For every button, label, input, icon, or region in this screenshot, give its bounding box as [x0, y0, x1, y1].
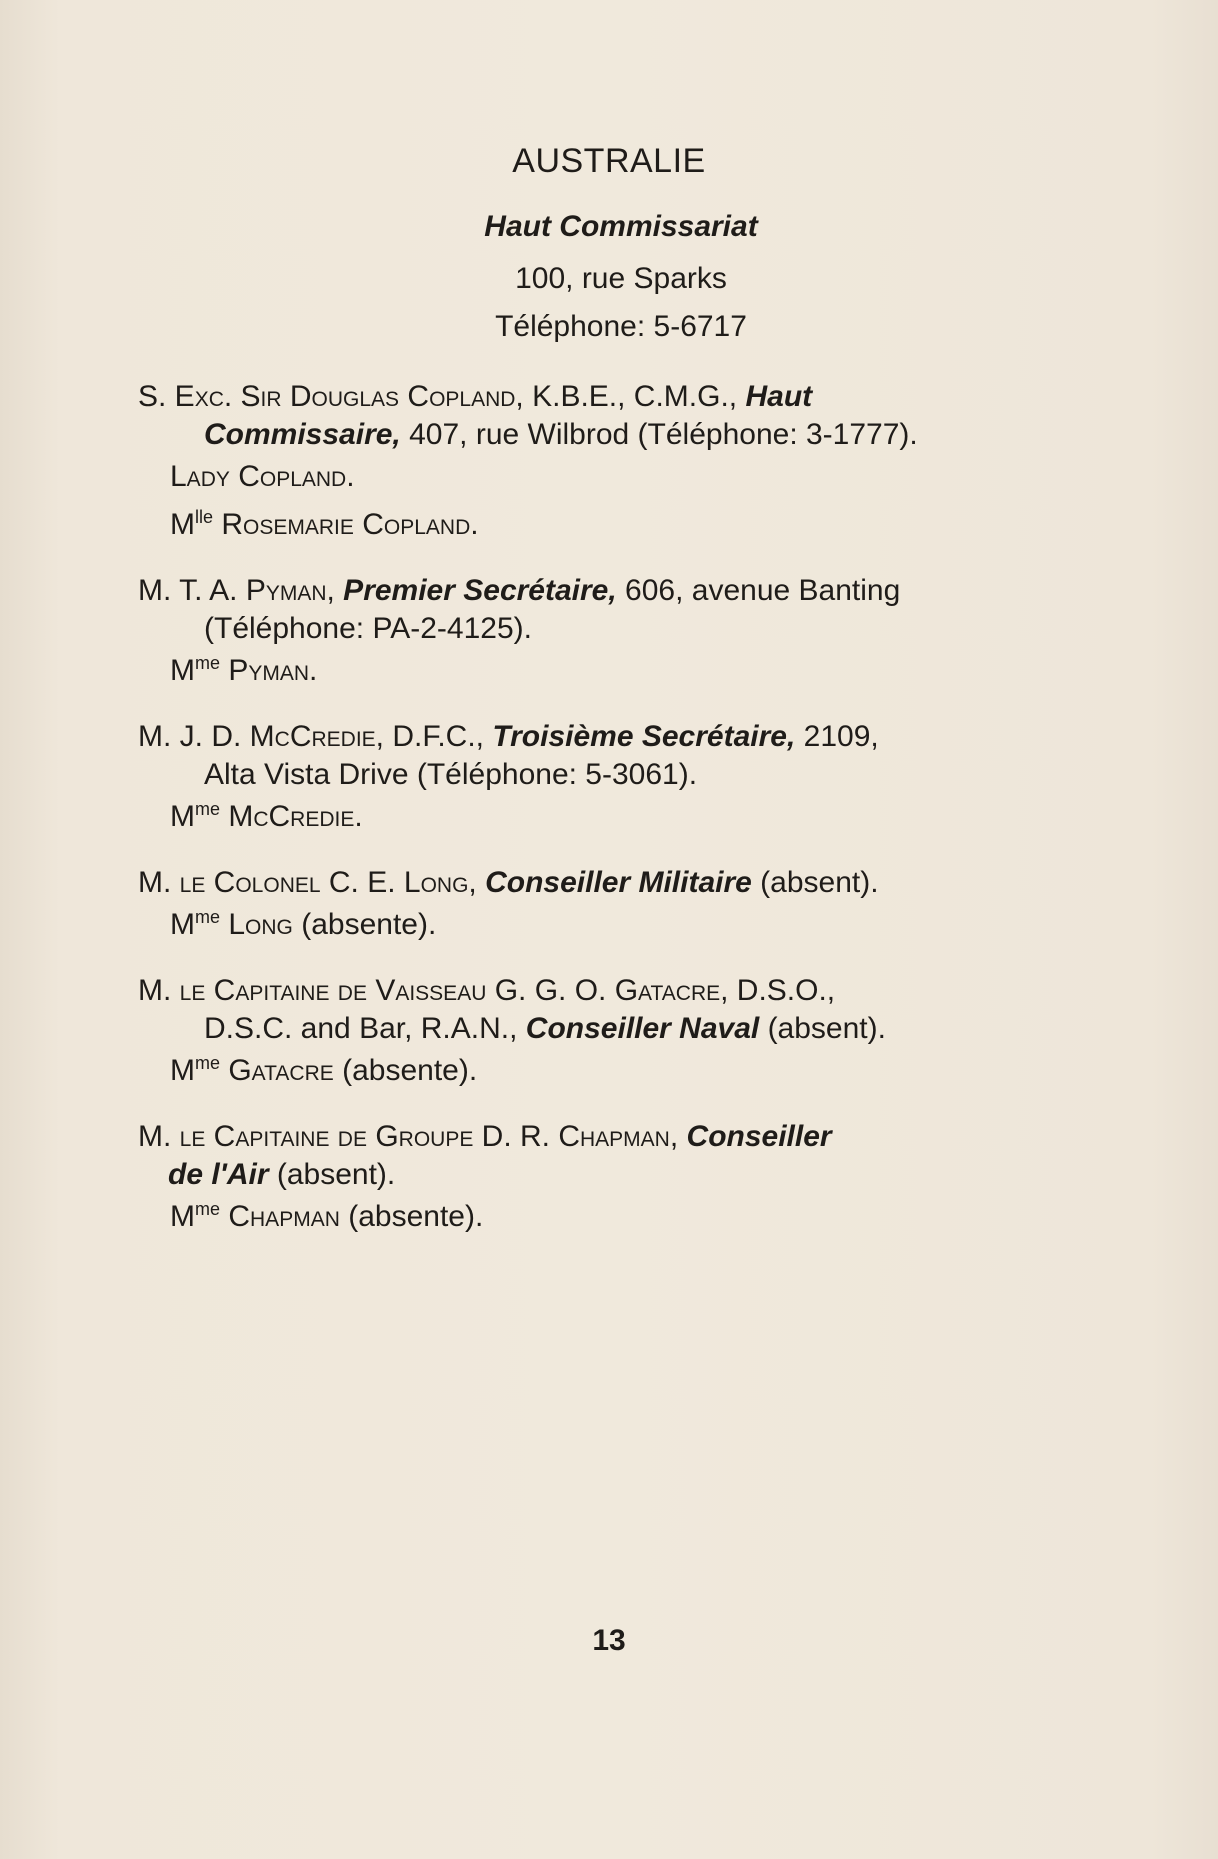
- staff-entry: [138, 378, 1058, 544]
- status-note: (absente).: [333, 1054, 478, 1087]
- honorific: M: [170, 908, 195, 941]
- position-title: Conseiller: [678, 1120, 832, 1153]
- office-address: 100, rue Sparks: [515, 262, 727, 295]
- office-title: Haut Commissariat: [484, 210, 758, 243]
- person-name: M. le Colonel C. E. Long,: [138, 866, 477, 899]
- page-number: 13: [592, 1624, 626, 1657]
- entry-line: [138, 416, 1058, 454]
- staff-entry: [138, 864, 1058, 944]
- spouse-line: [138, 1198, 1058, 1236]
- spouse-name: Gatacre: [220, 1054, 334, 1087]
- staff-entry: [138, 572, 1058, 690]
- position-title: Premier Secrétaire,: [334, 574, 617, 607]
- address-text: 606, avenue Banting: [616, 574, 901, 607]
- entry-line: [138, 1156, 1058, 1194]
- honorific: M: [170, 508, 195, 541]
- entry-line: [138, 718, 1058, 756]
- person-name: M. le Capitaine de Groupe D. R. Chapman,: [138, 1120, 679, 1153]
- position-title: Conseiller Naval: [525, 1012, 760, 1045]
- honours: D.S.C. and Bar, R.A.N.,: [204, 1012, 526, 1045]
- entry-line: [138, 972, 1058, 1010]
- address-text: Alta Vista Drive (Téléphone: 5-3061).: [204, 758, 698, 791]
- honorific: M: [170, 654, 195, 687]
- status-note: (absent).: [759, 1012, 886, 1045]
- position-title: Commissaire,: [204, 418, 401, 451]
- honorific-sup: me: [195, 653, 221, 673]
- honorific-sup: me: [195, 1053, 221, 1073]
- honorific: M: [170, 1054, 195, 1087]
- entry-line: [138, 864, 1058, 902]
- staff-entry: [138, 718, 1058, 836]
- person-name: S. Exc. Sir Douglas Copland,: [138, 380, 524, 413]
- spouse-line: [138, 798, 1058, 836]
- person-name: M. J. D. McCredie,: [138, 720, 384, 753]
- office-phone: Téléphone: 5-6717: [495, 310, 747, 343]
- entry-line: [138, 1118, 1058, 1156]
- address-text: (Téléphone: PA-2-4125).: [204, 612, 532, 645]
- spouse-name: Pyman.: [220, 654, 318, 687]
- spouse-line: Lady Copland.: [170, 460, 355, 493]
- honours: D.F.C.,: [384, 720, 493, 753]
- spouse-line: [138, 906, 1058, 944]
- honorific-sup: me: [195, 907, 221, 927]
- country-heading: AUSTRALIE: [512, 142, 706, 180]
- position-title: Haut: [745, 380, 813, 413]
- staff-list: [138, 378, 1058, 1256]
- entry-line: [138, 572, 1058, 610]
- entry-line: [138, 756, 1058, 794]
- staff-entry: [138, 1118, 1058, 1236]
- status-note: (absente).: [339, 1200, 484, 1233]
- honorific: M: [170, 1200, 195, 1233]
- entry-line: [138, 1010, 1058, 1048]
- spouse-line: [138, 652, 1058, 690]
- status-note: (absent).: [751, 866, 879, 899]
- honorific-sup: lle: [195, 507, 214, 527]
- entry-line: [138, 610, 1058, 648]
- position-title: de l'Air: [168, 1158, 269, 1191]
- address-text: 2109,: [795, 720, 879, 753]
- position-title: Troisième Secrétaire,: [492, 720, 796, 753]
- staff-entry: [138, 972, 1058, 1090]
- status-note: (absente).: [292, 908, 437, 941]
- spouse-name: Long: [220, 908, 293, 941]
- person-name: M. T. A. Pyman,: [138, 574, 335, 607]
- honorific: M: [170, 800, 195, 833]
- spouse-name: McCredie.: [220, 800, 363, 833]
- spouse-name: Rosemarie Copland.: [213, 508, 479, 541]
- spouse-line: [138, 1052, 1058, 1090]
- honorific-sup: me: [195, 799, 221, 819]
- entry-line: [138, 378, 1058, 416]
- status-note: (absent).: [268, 1158, 396, 1191]
- person-name: M. le Capitaine de Vaisseau G. G. O. Gatacre,: [138, 974, 729, 1007]
- address-text: 407, rue Wilbrod (Téléphone: 3-1777).: [400, 418, 918, 451]
- honours: D.S.O.,: [728, 974, 836, 1007]
- honorific-sup: me: [195, 1199, 221, 1219]
- spouse-name: Chapman: [220, 1200, 340, 1233]
- honours: K.B.E., C.M.G.,: [523, 380, 746, 413]
- spouse-line: [138, 506, 1058, 544]
- position-title: Conseiller Militaire: [476, 866, 752, 899]
